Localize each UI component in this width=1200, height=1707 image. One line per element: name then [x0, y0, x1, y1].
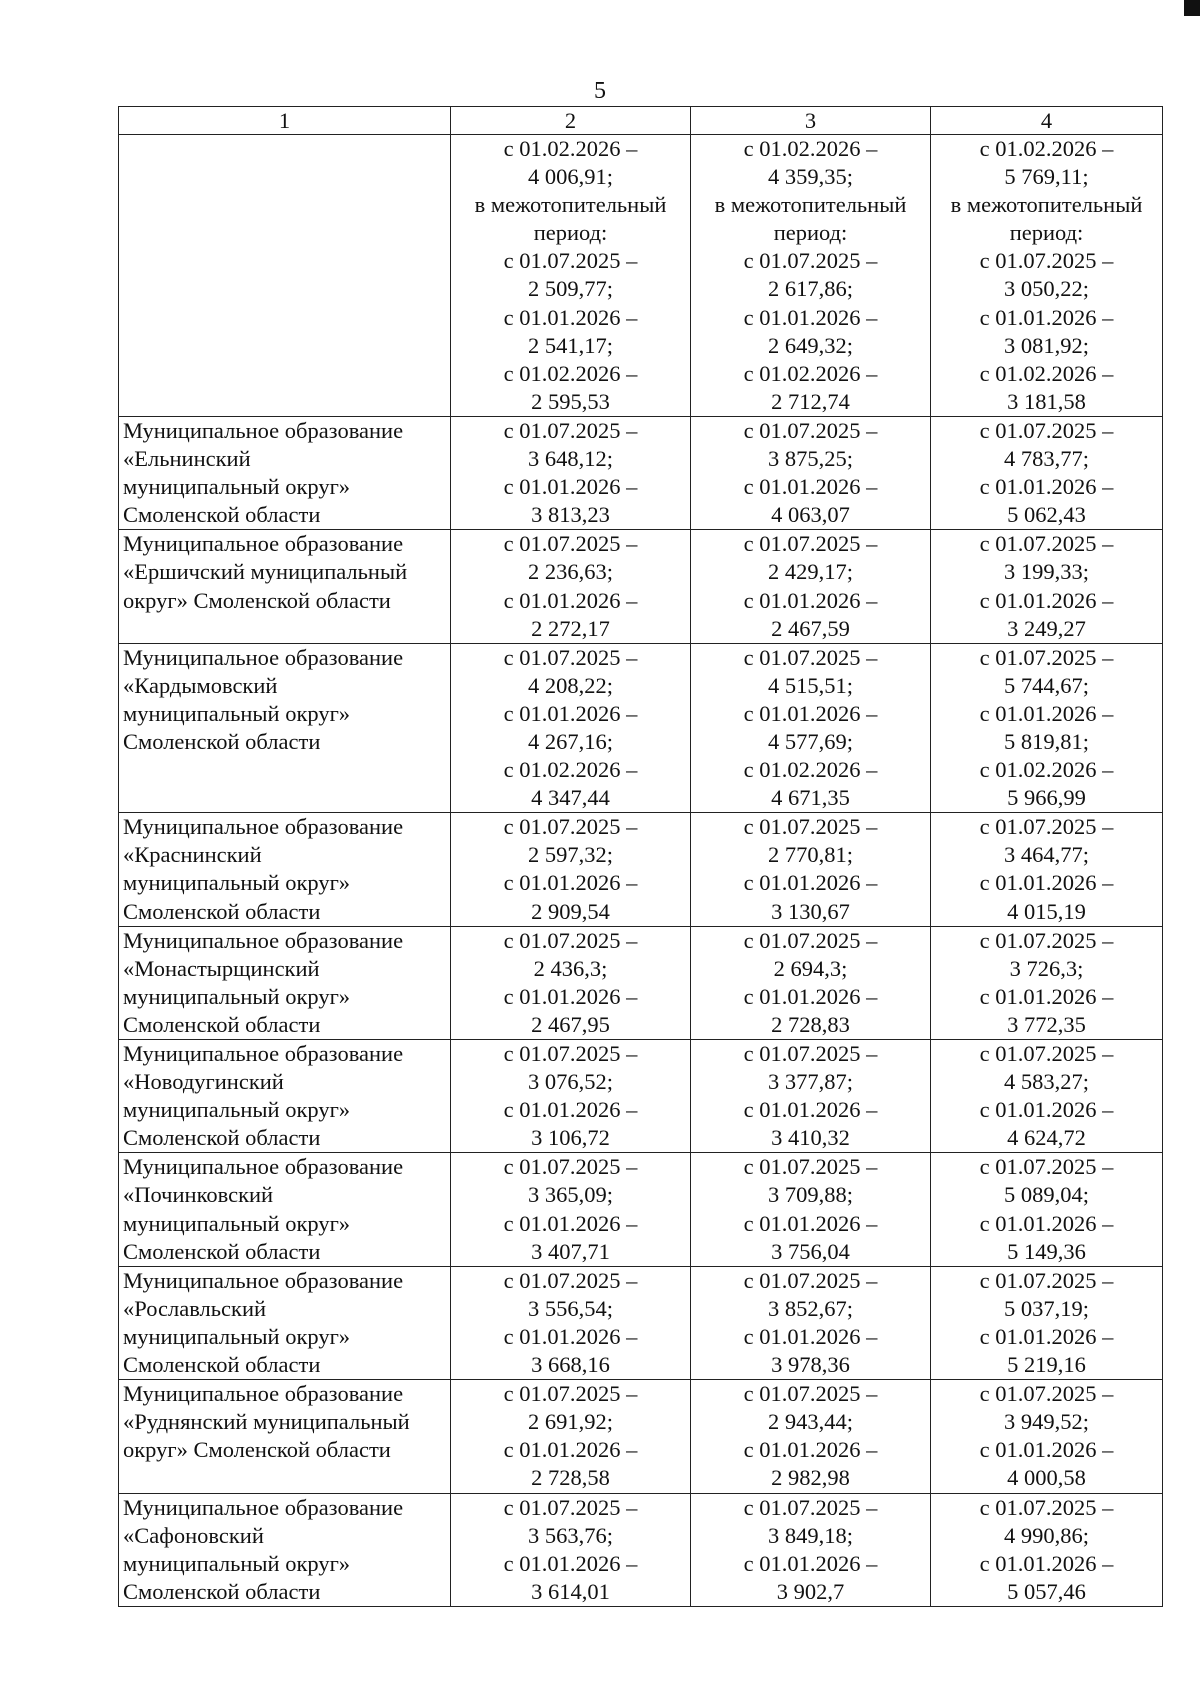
name-line: «Починковский [123, 1182, 274, 1208]
tariff-line: с 01.02.2026 – [979, 360, 1114, 386]
tariff-line: 2 943,44; [767, 1409, 853, 1435]
tariff-line: с 01.01.2026 – [503, 1097, 638, 1123]
tariff-line: 5 819,81; [1003, 728, 1089, 754]
municipality-name-cell [119, 1153, 451, 1266]
municipality-name-cell [119, 1266, 451, 1379]
table-row [119, 1380, 1163, 1493]
tariff-cell-col4 [931, 1153, 1163, 1266]
table-body [119, 135, 1163, 1607]
table-row [119, 926, 1163, 1039]
name-line: «Монастырщинский [123, 955, 320, 981]
table-row [119, 1153, 1163, 1266]
name-line: Муниципальное образование [123, 1154, 404, 1180]
tariff-line: с 01.07.2025 – [743, 1041, 878, 1066]
table-header [119, 107, 1163, 135]
name-line: Муниципальное образование [123, 814, 404, 840]
tariff-cell-col3 [691, 135, 931, 417]
tariff-line: 4 359,35; [767, 164, 853, 190]
table-row [119, 813, 1163, 926]
header-col-1: 1 [119, 107, 451, 135]
tariff-line: с 01.01.2026 – [503, 1210, 638, 1236]
tariff-line: с 01.01.2026 – [979, 1550, 1114, 1576]
tariff-line: с 01.07.2025 – [743, 644, 878, 670]
tariff-line: 3 377,87; [767, 1069, 853, 1095]
tariff-cell-col2 [451, 416, 691, 529]
tariff-line: с 01.07.2025 – [503, 417, 638, 443]
tariff-cell-col2 [451, 926, 691, 1039]
tariff-line: с 01.01.2026 – [979, 474, 1114, 500]
tariff-line: 4 006,91; [527, 164, 613, 190]
table-row [119, 1266, 1163, 1379]
name-line: «Кардымовский [123, 672, 278, 698]
name-line: «Рославльский [123, 1295, 267, 1321]
name-line: Смоленской области [123, 1238, 321, 1264]
tariff-line: 2 272,17 [531, 615, 610, 641]
tariff-line: с 01.07.2025 – [979, 248, 1114, 274]
tariff-line: 2 770,81; [767, 842, 853, 868]
tariff-line: 3 181,58 [1007, 388, 1086, 414]
tariff-line: 3 199,33; [1003, 559, 1089, 585]
tariff-cell-col3 [691, 416, 931, 529]
tariff-line: в межотопительный [474, 192, 667, 218]
tariff-line: 5 149,36 [1007, 1238, 1086, 1264]
tariff-line: с 01.07.2025 – [503, 1041, 638, 1066]
tariff-line: с 01.07.2025 – [979, 1154, 1114, 1180]
tariff-cell-col3 [691, 926, 931, 1039]
tariff-line: 2 691,92; [527, 1409, 613, 1435]
name-line: «Ельнинский [123, 446, 251, 472]
tariff-line: 3 407,71 [531, 1238, 610, 1264]
tariff-line: 3 772,35 [1007, 1011, 1086, 1037]
tariff-line: с 01.02.2026 – [503, 360, 638, 386]
tariff-line: 4 515,51; [767, 672, 853, 698]
table-row [119, 530, 1163, 643]
tariff-line: с 01.07.2025 – [503, 644, 638, 670]
tariff-line: с 01.02.2026 – [503, 757, 638, 783]
name-line: Муниципальное образование [123, 1381, 404, 1407]
tariff-line: с 01.07.2025 – [979, 644, 1114, 670]
tariff-cell-col2 [451, 135, 691, 417]
tariff-line: 3 614,01 [531, 1578, 610, 1604]
name-line: муниципальный округ» [123, 1097, 351, 1123]
tariff-line: с 01.01.2026 – [503, 304, 638, 330]
municipality-name-cell [119, 643, 451, 813]
tariff-line: 3 709,88; [767, 1182, 853, 1208]
name-line: «Ершичский муниципальный [123, 559, 408, 585]
tariff-line: с 01.07.2025 – [503, 1381, 638, 1407]
tariff-line: 3 756,04 [771, 1238, 850, 1264]
tariff-cell-col4 [931, 1266, 1163, 1379]
tariff-line: 2 467,59 [771, 615, 850, 641]
name-line: муниципальный округ» [123, 1210, 351, 1236]
name-line: муниципальный округ» [123, 700, 351, 726]
tariff-cell-col4 [931, 530, 1163, 643]
tariff-line: 3 849,18; [767, 1522, 853, 1548]
municipality-name-cell [119, 135, 451, 417]
tariff-line: с 01.07.2025 – [743, 417, 878, 443]
tariff-line: 2 467,95 [531, 1011, 610, 1037]
tariff-line: с 01.07.2025 – [743, 1494, 878, 1520]
tariff-line: 2 597,32; [527, 842, 613, 868]
tariff-line: с 01.07.2025 – [503, 1267, 638, 1293]
tariff-line: с 01.07.2025 – [503, 1154, 638, 1180]
municipality-name-cell [119, 1493, 451, 1606]
tariff-line: 3 875,25; [767, 446, 853, 472]
tariff-line: 2 436,3; [533, 955, 608, 981]
name-line: Смоленской области [123, 898, 321, 924]
tariff-line: с 01.02.2026 – [979, 136, 1114, 161]
name-line: «Новодугинский [123, 1069, 284, 1095]
tariff-line: 4 583,27; [1003, 1069, 1089, 1095]
tariff-line: 3 668,16 [531, 1352, 610, 1378]
tariff-line: 5 057,46 [1007, 1578, 1086, 1604]
table-row [119, 135, 1163, 417]
name-line: Муниципальное образование [123, 1041, 404, 1066]
tariff-cell-col2 [451, 530, 691, 643]
tariff-line: с 01.07.2025 – [503, 248, 638, 274]
tariff-cell-col3 [691, 813, 931, 926]
tariff-line: с 01.01.2026 – [979, 1437, 1114, 1463]
tariff-cell-col3 [691, 643, 931, 813]
tariff-line: 4 624,72 [1007, 1125, 1086, 1151]
tariff-line: в межотопительный [714, 192, 907, 218]
municipality-name-cell [119, 416, 451, 529]
tariff-line: с 01.01.2026 – [979, 1323, 1114, 1349]
tariff-line: с 01.01.2026 – [503, 870, 638, 896]
tariff-line: с 01.01.2026 – [979, 870, 1114, 896]
tariff-line: 2 541,17; [527, 332, 613, 358]
tariff-line: с 01.01.2026 – [743, 1210, 878, 1236]
name-line: «Сафоновский [123, 1522, 264, 1548]
tariff-cell-col4 [931, 643, 1163, 813]
tariff-line: 2 509,77; [527, 276, 613, 302]
tariff-line: 3 648,12; [527, 446, 613, 472]
tariff-line: с 01.07.2025 – [743, 814, 878, 840]
tariff-line: период: [1009, 220, 1084, 246]
tariff-line: с 01.01.2026 – [743, 700, 878, 726]
tariff-line: 2 595,53 [531, 388, 610, 414]
tariff-line: 2 728,58 [531, 1465, 610, 1491]
tariff-line: 2 617,86; [767, 276, 853, 302]
tariff-line: с 01.01.2026 – [979, 700, 1114, 726]
tariff-line: 4 671,35 [771, 785, 850, 811]
name-line: «Руднянский муниципальный [123, 1409, 410, 1435]
name-line: округ» Смоленской области [123, 587, 391, 613]
tariff-cell-col4 [931, 1380, 1163, 1493]
tariff-line: с 01.01.2026 – [503, 474, 638, 500]
municipality-name-cell [119, 530, 451, 643]
name-line: Муниципальное образование [123, 417, 404, 443]
name-line: округ» Смоленской области [123, 1437, 391, 1463]
tariff-cell-col2 [451, 813, 691, 926]
tariff-line: 4 015,19 [1007, 898, 1086, 924]
tariff-line: 2 909,54 [531, 898, 610, 924]
tariff-line: с 01.07.2025 – [743, 1267, 878, 1293]
tariff-line: с 01.07.2025 – [979, 1267, 1114, 1293]
header-col-2: 2 [451, 107, 691, 135]
tariff-line: с 01.01.2026 – [743, 870, 878, 896]
tariff-line: с 01.02.2026 – [979, 757, 1114, 783]
tariff-line: с 01.02.2026 – [743, 360, 878, 386]
tariff-line: 3 949,52; [1003, 1409, 1089, 1435]
name-line: Смоленской области [123, 502, 321, 528]
tariff-line: 5 089,04; [1003, 1182, 1089, 1208]
tariff-line: с 01.01.2026 – [743, 1550, 878, 1576]
tariff-line: период: [773, 220, 848, 246]
tariff-line: 2 712,74 [771, 388, 850, 414]
tariff-line: 3 813,23 [531, 502, 610, 528]
tariff-line: 3 081,92; [1003, 332, 1089, 358]
tariff-cell-col2 [451, 643, 691, 813]
tariff-line: с 01.07.2025 – [743, 1154, 878, 1180]
tariff-line: 3 978,36 [771, 1352, 850, 1378]
municipality-name-cell [119, 926, 451, 1039]
tariff-line: с 01.07.2025 – [743, 248, 878, 274]
tariff-line: 3 852,67; [767, 1295, 853, 1321]
tariff-line: 5 037,19; [1003, 1295, 1089, 1321]
tariff-cell-col4 [931, 1493, 1163, 1606]
tariff-line: с 01.01.2026 – [503, 1550, 638, 1576]
tariff-cell-col4 [931, 813, 1163, 926]
municipality-name-cell [119, 1040, 451, 1153]
tariff-cell-col2 [451, 1493, 691, 1606]
tariff-line: с 01.07.2025 – [979, 927, 1114, 953]
tariff-line: 4 000,58 [1007, 1465, 1086, 1491]
tariff-line: с 01.01.2026 – [503, 587, 638, 613]
tariff-line: с 01.07.2025 – [503, 531, 638, 557]
tariff-line: с 01.02.2026 – [743, 757, 878, 783]
name-line: Муниципальное образование [123, 927, 404, 953]
tariff-cell-col4 [931, 926, 1163, 1039]
tariff-line: в межотопительный [950, 192, 1143, 218]
header-col-3: 3 [691, 107, 931, 135]
tariff-cell-col4 [931, 1040, 1163, 1153]
tariff-line: с 01.01.2026 – [979, 1097, 1114, 1123]
tariff-line: 2 429,17; [767, 559, 853, 585]
tariff-line: 3 563,76; [527, 1522, 613, 1548]
tariff-cell-col3 [691, 1493, 931, 1606]
tariff-line: 3 076,52; [527, 1069, 613, 1095]
tariff-line: 5 062,43 [1007, 502, 1086, 528]
name-line: муниципальный округ» [123, 1550, 351, 1576]
tariff-line: 3 464,77; [1003, 842, 1089, 868]
table-row [119, 416, 1163, 529]
tariff-line: с 01.07.2025 – [743, 531, 878, 557]
tariff-line: 3 410,32 [771, 1125, 850, 1151]
tariff-line: с 01.07.2025 – [979, 417, 1114, 443]
name-line: Муниципальное образование [123, 531, 404, 557]
tariff-cell-col2 [451, 1266, 691, 1379]
tariff-line: 3 106,72 [531, 1125, 610, 1151]
tariff-table [118, 106, 1163, 1607]
municipality-name-cell [119, 813, 451, 926]
tariff-line: с 01.02.2026 – [503, 136, 638, 161]
tariff-line: 5 219,16 [1007, 1352, 1086, 1378]
tariff-line: 3 556,54; [527, 1295, 613, 1321]
tariff-line: с 01.01.2026 – [743, 983, 878, 1009]
tariff-cell-col3 [691, 1266, 931, 1379]
tariff-line: 4 063,07 [771, 502, 850, 528]
tariff-line: с 01.01.2026 – [979, 587, 1114, 613]
tariff-line: с 01.07.2025 – [979, 1494, 1114, 1520]
tariff-line: с 01.07.2025 – [979, 1381, 1114, 1407]
tariff-line: с 01.07.2025 – [979, 531, 1114, 557]
tariff-line: 4 783,77; [1003, 446, 1089, 472]
tariff-line: с 01.01.2026 – [979, 983, 1114, 1009]
tariff-line: 4 577,69; [767, 728, 853, 754]
tariff-line: с 01.01.2026 – [503, 700, 638, 726]
tariff-line: 4 347,44 [531, 785, 610, 811]
tariff-cell-col3 [691, 530, 931, 643]
tariff-line: с 01.07.2025 – [979, 1041, 1114, 1066]
tariff-line: 4 208,22; [527, 672, 613, 698]
name-line: Муниципальное образование [123, 1494, 404, 1520]
tariff-cell-col4 [931, 416, 1163, 529]
name-line: Муниципальное образование [123, 1267, 404, 1293]
tariff-line: 2 728,83 [771, 1011, 850, 1037]
table-row [119, 1040, 1163, 1153]
scan-corner-mark [1184, 0, 1200, 16]
name-line: «Краснинский [123, 842, 262, 868]
name-line: муниципальный округ» [123, 474, 351, 500]
tariff-line: с 01.01.2026 – [743, 587, 878, 613]
tariff-line: с 01.01.2026 – [503, 1437, 638, 1463]
tariff-line: с 01.02.2026 – [743, 136, 878, 161]
tariff-line: с 01.07.2025 – [503, 814, 638, 840]
page-number: 5 [594, 78, 606, 104]
tariff-line: 3 365,09; [527, 1182, 613, 1208]
tariff-line: с 01.01.2026 – [503, 983, 638, 1009]
tariff-line: с 01.07.2025 – [743, 1381, 878, 1407]
tariff-cell-col2 [451, 1040, 691, 1153]
tariff-cell-col3 [691, 1153, 931, 1266]
name-line: Смоленской области [123, 1125, 321, 1151]
tariff-line: с 01.01.2026 – [503, 1323, 638, 1349]
tariff-line: с 01.01.2026 – [743, 304, 878, 330]
tariff-line: 3 902,7 [776, 1578, 845, 1604]
table-row [119, 1493, 1163, 1606]
tariff-line: с 01.07.2025 – [979, 814, 1114, 840]
tariff-line: 2 649,32; [767, 332, 853, 358]
tariff-cell-col2 [451, 1380, 691, 1493]
tariff-cell-col4 [931, 135, 1163, 417]
tariff-line: 3 249,27 [1007, 615, 1086, 641]
tariff-line: 3 726,3; [1009, 955, 1084, 981]
name-line: Смоленской области [123, 1011, 321, 1037]
tariff-line: с 01.07.2025 – [743, 927, 878, 953]
tariff-cell-col2 [451, 1153, 691, 1266]
tariff-line: период: [533, 220, 608, 246]
name-line: муниципальный округ» [123, 1323, 351, 1349]
name-line: Смоленской области [123, 1352, 321, 1378]
tariff-line: 2 982,98 [771, 1465, 850, 1491]
tariff-line: с 01.01.2026 – [743, 474, 878, 500]
tariff-line: с 01.01.2026 – [743, 1323, 878, 1349]
tariff-cell-col3 [691, 1380, 931, 1493]
tariff-line: с 01.07.2025 – [503, 927, 638, 953]
tariff-cell-col3 [691, 1040, 931, 1153]
name-line: муниципальный округ» [123, 983, 351, 1009]
tariff-line: 3 050,22; [1003, 276, 1089, 302]
tariff-line: с 01.01.2026 – [743, 1437, 878, 1463]
header-col-4: 4 [931, 107, 1163, 135]
tariff-line: 5 769,11; [1004, 164, 1089, 190]
tariff-line: 5 966,99 [1007, 785, 1086, 811]
municipality-name-cell [119, 1380, 451, 1493]
tariff-line: с 01.01.2026 – [979, 304, 1114, 330]
tariff-line: 2 694,3; [773, 955, 848, 981]
tariff-line: 4 990,86; [1003, 1522, 1089, 1548]
tariff-line: с 01.01.2026 – [979, 1210, 1114, 1236]
tariff-line: с 01.07.2025 – [503, 1494, 638, 1520]
tariff-line: 5 744,67; [1003, 672, 1089, 698]
tariff-line: с 01.01.2026 – [743, 1097, 878, 1123]
tariff-line: 3 130,67 [771, 898, 850, 924]
table-row [119, 643, 1163, 813]
header-row [119, 107, 1163, 135]
name-line: муниципальный округ» [123, 870, 351, 896]
name-line: Смоленской области [123, 1578, 321, 1604]
name-line: Смоленской области [123, 728, 321, 754]
tariff-line: 4 267,16; [527, 728, 613, 754]
tariff-line: 2 236,63; [527, 559, 613, 585]
name-line: Муниципальное образование [123, 644, 404, 670]
